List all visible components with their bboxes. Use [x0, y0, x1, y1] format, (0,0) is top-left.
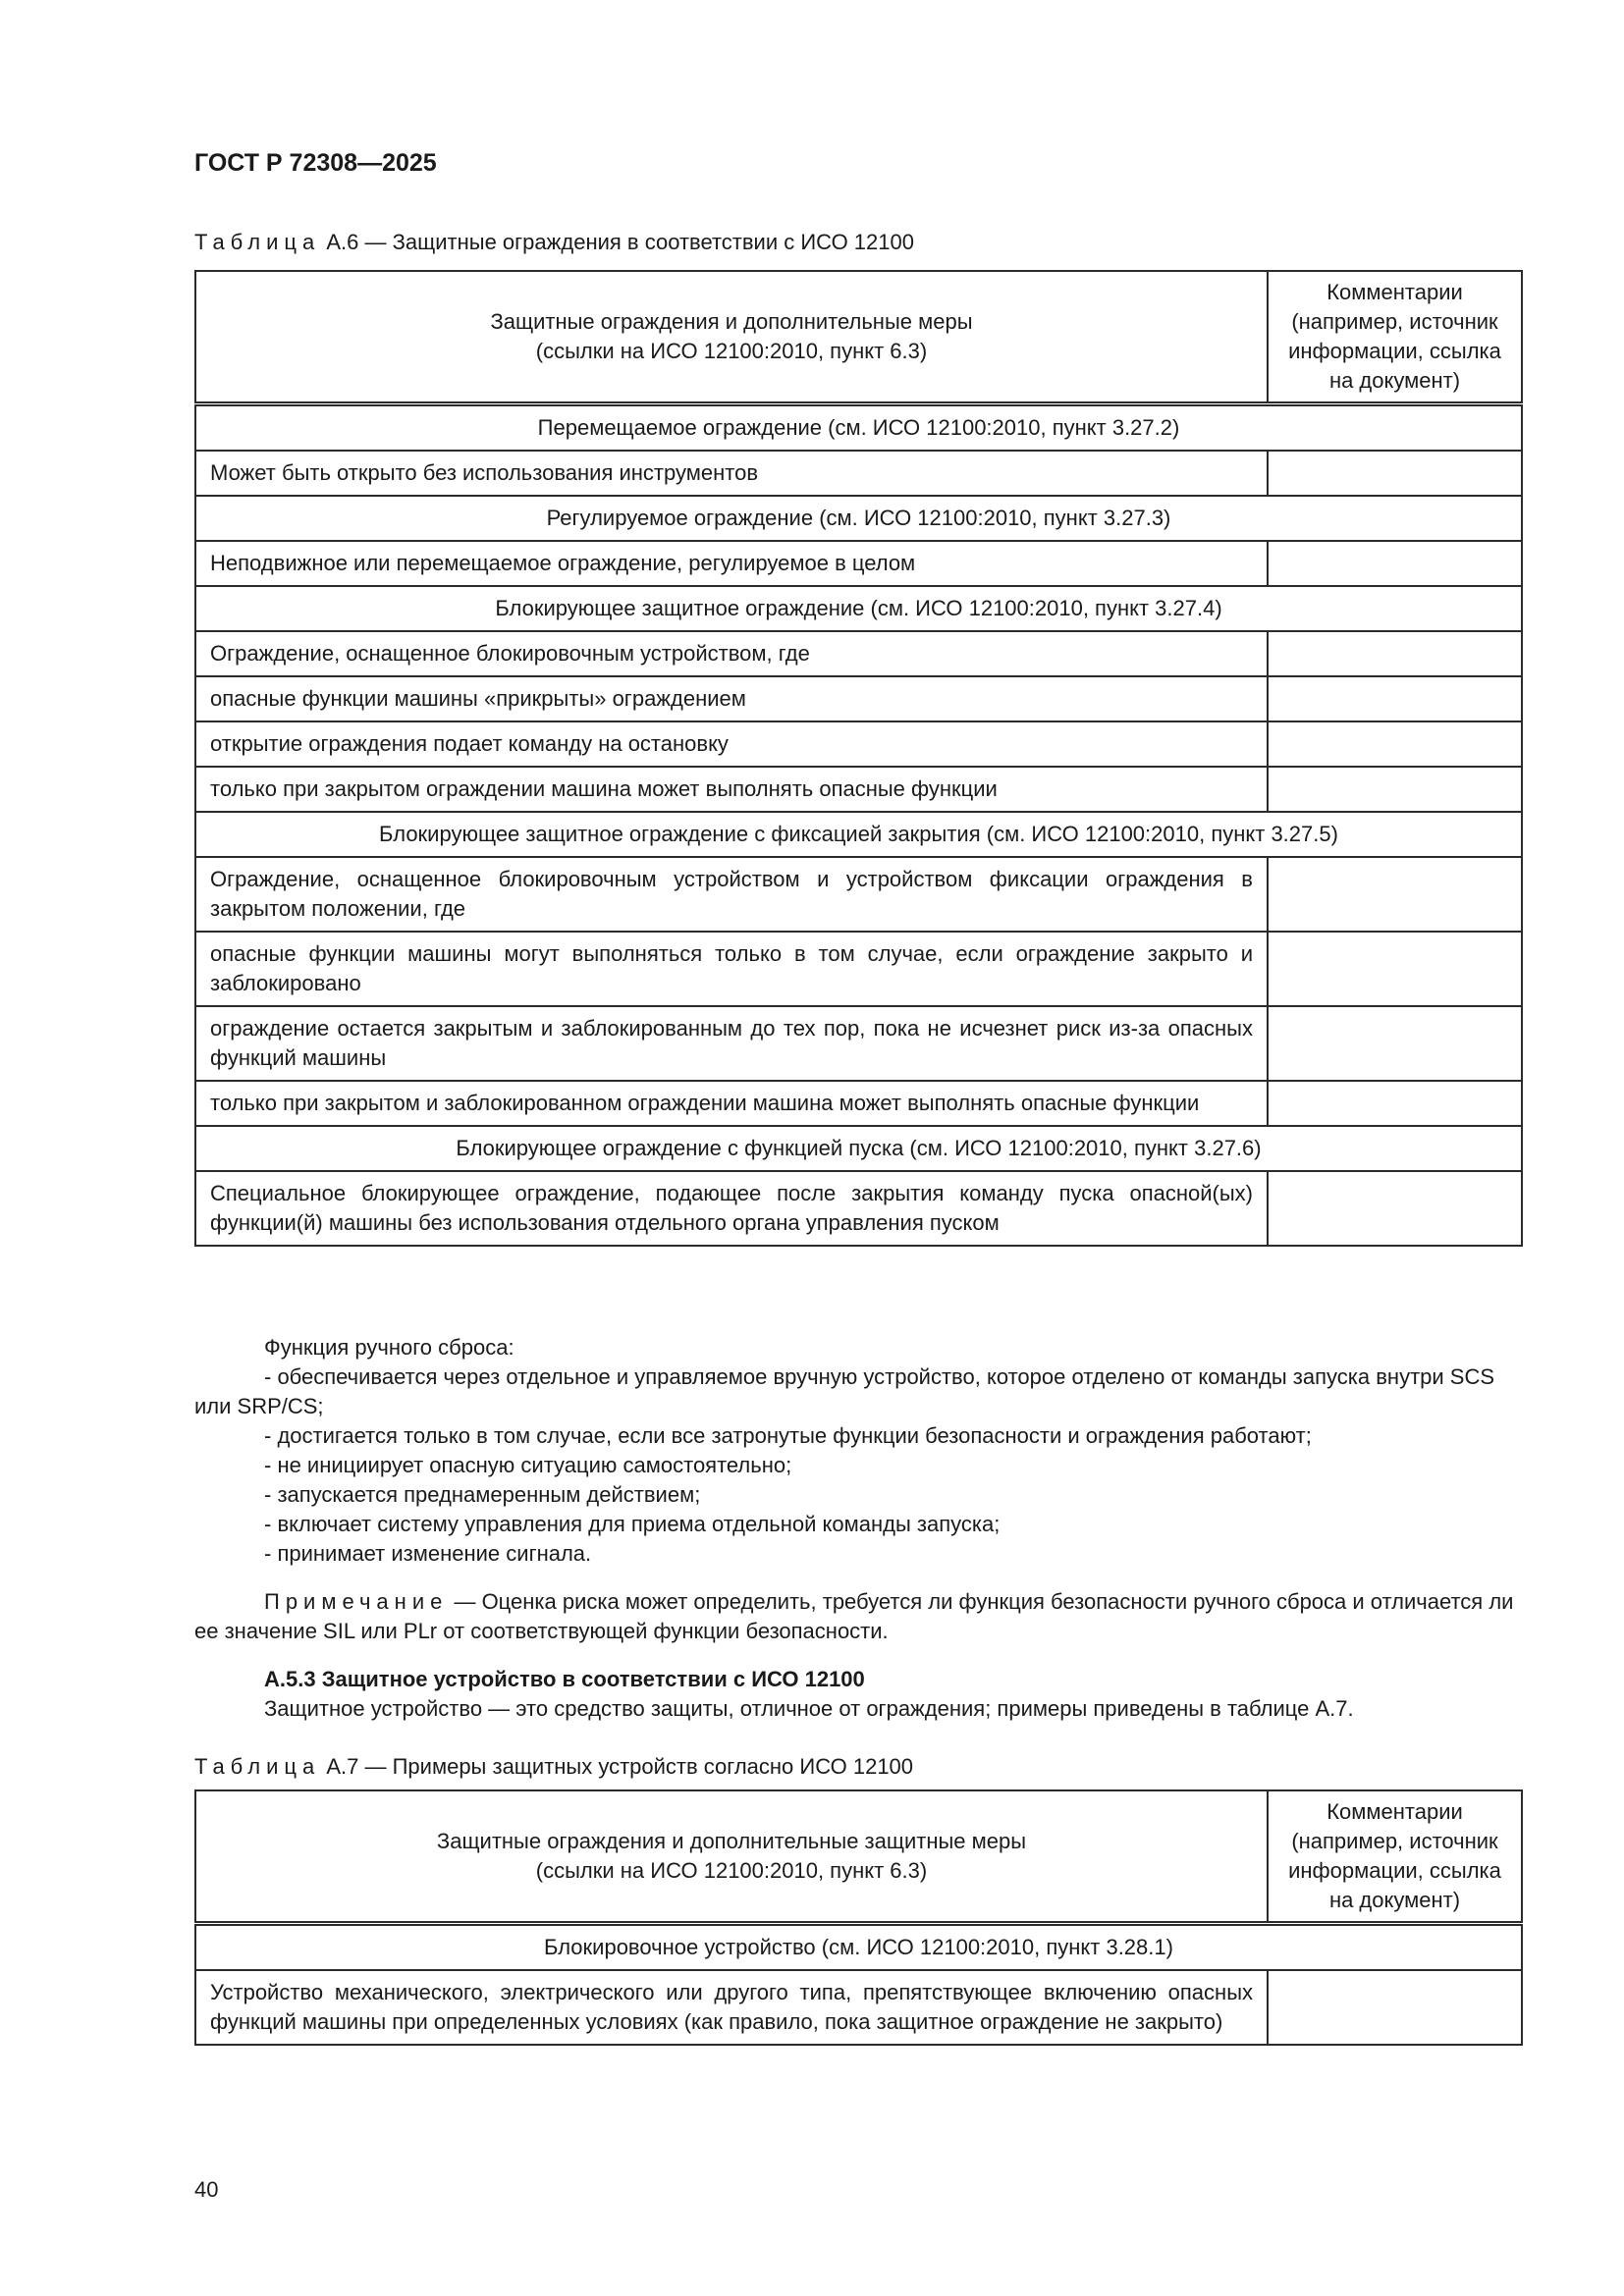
table-a6-section-interlocking-guard: Блокирующее защитное ограждение (см. ИСО 12100:2010, пункт 3.27.4) — [195, 586, 1522, 631]
section-a53-heading: А.5.3 Защитное устройство в соответствии с ИСО 12100 — [264, 1667, 865, 1691]
table-a6-row-comment-cell — [1268, 451, 1522, 496]
table-a6-caption-prefix: Таблица — [194, 230, 321, 254]
table-a6-row — [195, 1081, 1522, 1126]
manual-reset-block — [194, 1333, 1521, 1569]
table-a6-row-comment-cell — [1268, 857, 1522, 932]
table-a7-head-main — [195, 1790, 1268, 1924]
table-a6-row — [195, 451, 1522, 496]
table-a7-caption — [194, 1754, 913, 1780]
table-a6-row — [195, 631, 1522, 676]
table-a7-head-main-line1: Защитные ограждения и дополнительные защитные меры — [436, 1829, 1027, 1853]
table-a6-row — [195, 721, 1522, 767]
table-a6-section-row — [195, 586, 1522, 631]
table-a6-row-comment-cell — [1268, 676, 1522, 721]
section-a53-text: Защитное устройство — это средство защиты, отличное от ограждения; примеры приведены в таблице А.7. — [264, 1696, 1354, 1721]
table-a6-row-comment-cell — [1268, 1081, 1522, 1126]
table-a6-row-text: открытие ограждения подает команду на остановку — [195, 721, 1268, 767]
table-a7-row-comment-cell — [1268, 1970, 1522, 2045]
table-a7-head-comm-line2: (например, источник — [1291, 1829, 1498, 1853]
table-a7-head-comments — [1268, 1790, 1522, 1924]
table-a6-section-row — [195, 812, 1522, 857]
page-number: 40 — [194, 2177, 219, 2202]
table-a6-row — [195, 857, 1522, 932]
table-a6-row — [195, 1171, 1522, 1246]
table-a6-row-text: Специальное блокирующее ограждение, подающее после закрытия команду пуска опасной(ых) функции(й) машины без использования отдельного органа управления пуском — [195, 1171, 1268, 1246]
table-a6-caption-text: А.6 — Защитные ограждения в соответствии с ИСО 12100 — [320, 230, 914, 254]
table-a6-head-main-line1: Защитные ограждения и дополнительные меры — [490, 309, 973, 334]
table-a6-row-comment-cell — [1268, 932, 1522, 1006]
note-label: Примечание — [264, 1589, 449, 1614]
table-a6-head-main — [195, 271, 1268, 404]
table-a6-row-comment-cell — [1268, 631, 1522, 676]
table-a6-section-movable-guard: Перемещаемое ограждение (см. ИСО 12100:2010, пункт 3.27.2) — [195, 404, 1522, 452]
manual-reset-bullet: - достигается только в том случае, если все затронутые функции безопасности и ограждения работают; — [264, 1423, 1312, 1448]
manual-reset-bullet: - обеспечивается через отдельное и управляемое вручную устройство, которое отделено от команды запуска внутри SCS или SRP/CS; — [194, 1364, 1495, 1418]
table-a7-row — [195, 1970, 1522, 2045]
note-block — [194, 1587, 1521, 1646]
manual-reset-intro: Функция ручного сброса: — [264, 1335, 514, 1360]
table-a7-head-comm-line3: информации, ссылка — [1288, 1858, 1501, 1883]
table-a7-row-text: Устройство механического, электрического или другого типа, препятствующее включению опасных функций машины при определенных условиях (как правило, пока защитное ограждение не закрыто) — [195, 1970, 1268, 2045]
table-a7-head-main-line2: (ссылки на ИСО 12100:2010, пункт 6.3) — [535, 1858, 928, 1883]
table-a6-row-text: только при закрытом и заблокированном ограждении машина может выполнять опасные функции — [195, 1081, 1268, 1126]
table-a6-row-comment-cell — [1268, 1171, 1522, 1246]
table-a6-row-text: Неподвижное или перемещаемое ограждение, регулируемое в целом — [195, 541, 1268, 586]
table-a6-section-guard-locking: Блокирующее защитное ограждение с фиксацией закрытия (см. ИСО 12100:2010, пункт 3.27.5) — [195, 812, 1522, 857]
table-a6-row-text: Ограждение, оснащенное блокировочным устройством, где — [195, 631, 1268, 676]
table-a6-head-comm-line4: на документ) — [1328, 368, 1461, 393]
table-a6-row — [195, 676, 1522, 721]
table-a6-head-comm-line3: информации, ссылка — [1288, 339, 1501, 363]
table-a6-row — [195, 1006, 1522, 1081]
table-a6-section-row — [195, 1126, 1522, 1171]
note-paragraph — [194, 1587, 1521, 1646]
document-code: ГОСТ Р 72308—2025 — [194, 149, 437, 177]
note-text: — Оценка риска может определить, требуется ли функция безопасности ручного сброса и отличается ли ее значение SIL или PLr от соответствующей функции безопасности. — [194, 1589, 1514, 1643]
manual-reset-bullet: - включает систему управления для приема отдельной команды запуска; — [264, 1512, 1001, 1536]
table-a6-row-comment-cell — [1268, 767, 1522, 812]
table-a7 — [194, 1789, 1523, 2046]
table-a6-row — [195, 932, 1522, 1006]
table-a7-caption-text: А.7 — Примеры защитных устройств согласно ИСО 12100 — [320, 1754, 914, 1779]
table-a6-row — [195, 541, 1522, 586]
table-a7-section-interlocking-device: Блокировочное устройство (см. ИСО 12100:2010, пункт 3.28.1) — [195, 1924, 1522, 1971]
table-a6-row-text: ограждение остается закрытым и заблокированным до тех пор, пока не исчезнет риск из-за опасных функций машины — [195, 1006, 1268, 1081]
table-a6-row-text: Ограждение, оснащенное блокировочным устройством и устройством фиксации ограждения в закрытом положении, где — [195, 857, 1268, 932]
table-a6-head-main-line2: (ссылки на ИСО 12100:2010, пункт 6.3) — [535, 339, 928, 363]
table-a7-section-row — [195, 1924, 1522, 1971]
table-a6-head-comm-line1: Комментарии — [1326, 280, 1463, 304]
table-a7-header-row — [195, 1790, 1522, 1924]
table-a6-row-comment-cell — [1268, 1006, 1522, 1081]
table-a6-row-text: Может быть открыто без использования инструментов — [195, 451, 1268, 496]
table-a6-row-text: только при закрытом ограждении машина может выполнять опасные функции — [195, 767, 1268, 812]
table-a6-head-comm-line2: (например, источник — [1291, 309, 1498, 334]
table-a6-section-row — [195, 496, 1522, 541]
table-a6-row-comment-cell — [1268, 721, 1522, 767]
manual-reset-bullet: - запускается преднамеренным действием; — [264, 1482, 701, 1507]
manual-reset-bullet: - не инициирует опасную ситуацию самостоятельно; — [264, 1453, 792, 1477]
table-a6-head-comments — [1268, 271, 1522, 404]
table-a7-head-comm-line4: на документ) — [1328, 1888, 1461, 1912]
table-a6-row-comment-cell — [1268, 541, 1522, 586]
section-a53-block — [194, 1665, 1521, 1724]
table-a6-section-adjustable-guard: Регулируемое ограждение (см. ИСО 12100:2010, пункт 3.27.3) — [195, 496, 1522, 541]
table-a7-caption-prefix: Таблица — [194, 1754, 321, 1779]
table-a7-head-comm-line1: Комментарии — [1326, 1799, 1463, 1824]
table-a6-section-start-function: Блокирующее ограждение с функцией пуска (см. ИСО 12100:2010, пункт 3.27.6) — [195, 1126, 1522, 1171]
manual-reset-bullet: - принимает изменение сигнала. — [264, 1541, 592, 1566]
table-a6-row — [195, 767, 1522, 812]
table-a6-header-row — [195, 271, 1522, 404]
table-a6-row-text: опасные функции машины «прикрыты» ограждением — [195, 676, 1268, 721]
table-a6-caption — [194, 230, 914, 255]
table-a6 — [194, 270, 1523, 1247]
table-a6-section-row — [195, 404, 1522, 452]
table-a6-row-text: опасные функции машины могут выполняться только в том случае, если ограждение закрыто и заблокировано — [195, 932, 1268, 1006]
